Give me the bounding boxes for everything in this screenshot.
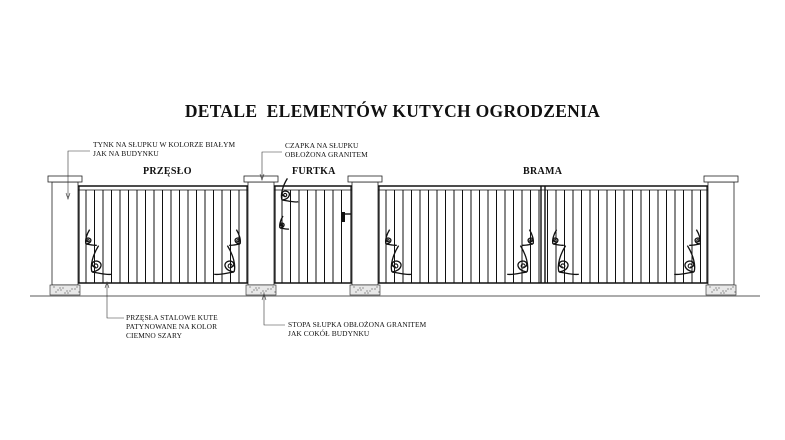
scroll-brama-center-right-upper-curl	[554, 240, 556, 242]
post-cap	[704, 176, 738, 182]
granite-speck	[272, 286, 273, 287]
granite-speck	[732, 286, 733, 287]
granite-speck	[76, 286, 77, 287]
granite-speck	[355, 291, 356, 292]
fence-panels	[78, 186, 708, 283]
ornamental-scrolls	[86, 178, 701, 274]
granite-speck	[367, 292, 368, 293]
label-furtka: FURTKA	[292, 166, 336, 177]
label-brama: BRAMA	[523, 166, 563, 177]
granite-speck	[353, 286, 354, 287]
granite-speck	[722, 290, 723, 291]
granite-speck	[64, 292, 65, 293]
granite-speck	[713, 289, 714, 290]
granite-speck	[723, 292, 724, 293]
leader-stopa	[264, 296, 285, 325]
granite-speck	[251, 291, 252, 292]
granite-speck	[274, 291, 275, 292]
scroll-brama-center-right	[558, 246, 578, 275]
fence-posts	[48, 176, 738, 295]
note-stopa-line-1: STOPA SŁUPKA OBŁOŻONA GRANITEM	[288, 320, 427, 329]
granite-speck	[359, 287, 360, 288]
granite-speck	[253, 289, 254, 290]
note-tynk-line-1: TYNK NA SŁUPKU W KOLORZE BIAŁYM	[93, 140, 236, 149]
granite-speck	[53, 286, 54, 287]
granite-speck	[360, 289, 361, 290]
granite-speck	[725, 290, 726, 291]
scroll-przeslo-left-upper-curl	[87, 240, 89, 242]
granite-speck	[378, 291, 379, 292]
granite-speck	[265, 290, 266, 291]
note-przesla	[126, 313, 218, 340]
scroll-brama-center-right-upper	[553, 230, 564, 246]
granite-speck	[366, 290, 367, 291]
granite-speck	[362, 287, 363, 288]
granite-speck	[727, 288, 728, 289]
scroll-brama-right-upper-curl	[697, 240, 699, 242]
scroll-brama-right-upper	[689, 230, 700, 246]
granite-speck	[62, 287, 63, 288]
granite-speck	[376, 286, 377, 287]
granite-speck	[364, 292, 365, 293]
granite-speck	[67, 292, 68, 293]
granite-speck	[267, 288, 268, 289]
note-stopa-line-2: JAK COKÓŁ BUDYNKU	[288, 329, 370, 338]
granite-speck	[718, 287, 719, 288]
note-czapka-line-2: OBŁOŻONA GRANITEM	[285, 150, 368, 159]
scroll-furtka-mid	[280, 216, 289, 229]
post-body	[248, 182, 274, 285]
granite-speck	[709, 286, 710, 287]
granite-speck	[720, 292, 721, 293]
scroll-przeslo-left-upper	[86, 230, 97, 246]
granite-speck	[371, 288, 372, 289]
scroll-furtka-top-curl	[284, 193, 287, 196]
granite-speck	[258, 287, 259, 288]
scroll-brama-center-left	[507, 246, 527, 275]
granite-speck	[357, 289, 358, 290]
granite-speck	[711, 291, 712, 292]
note-przesla-line-3: CIEMNO SZARY	[126, 331, 183, 340]
granite-speck	[716, 289, 717, 290]
note-czapka	[285, 141, 368, 159]
granite-speck	[71, 288, 72, 289]
label-przeslo: PRZĘSŁO	[143, 166, 192, 177]
scroll-brama-left-upper	[386, 230, 397, 246]
granite-speck	[260, 292, 261, 293]
leader-przesla	[107, 284, 124, 318]
note-przesla-line-1: PRZĘSŁA STALOWE KUTE	[126, 313, 218, 322]
granite-speck	[255, 287, 256, 288]
granite-speck	[249, 286, 250, 287]
post-body	[352, 182, 378, 285]
granite-speck	[60, 289, 61, 290]
granite-speck	[59, 287, 60, 288]
note-tynk	[93, 140, 235, 158]
granite-speck	[730, 288, 731, 289]
post-body	[52, 182, 78, 285]
granite-speck	[374, 288, 375, 289]
granite-speck	[66, 290, 67, 291]
granite-speck	[74, 288, 75, 289]
granite-speck	[55, 291, 56, 292]
scroll-brama-center-left-upper	[522, 230, 533, 246]
drawing-title: DETALE ELEMENTÓW KUTYCH OGRODZENIA	[184, 101, 601, 121]
note-przesla-line-2: PATYNOWANE NA KOLOR	[126, 322, 218, 331]
granite-speck	[369, 290, 370, 291]
post-cap	[348, 176, 382, 182]
granite-speck	[270, 288, 271, 289]
granite-speck	[734, 291, 735, 292]
granite-speck	[57, 289, 58, 290]
scroll-brama-left-upper-curl	[387, 240, 389, 242]
granite-speck	[256, 289, 257, 290]
granite-speck	[715, 287, 716, 288]
granite-speck	[69, 290, 70, 291]
leader-czapka	[262, 152, 282, 178]
note-tynk-line-2: JAK NA BUDYNKU	[93, 149, 159, 158]
scroll-przeslo-right-upper-curl	[237, 240, 239, 242]
note-stopa	[288, 320, 426, 338]
post-cap	[48, 176, 82, 182]
note-czapka-line-1: CZAPKA NA SŁUPKU	[285, 141, 359, 150]
granite-speck	[262, 290, 263, 291]
granite-speck	[78, 291, 79, 292]
scroll-przeslo-right	[214, 246, 234, 275]
furtka-lock	[342, 212, 345, 222]
post-body	[708, 182, 734, 285]
